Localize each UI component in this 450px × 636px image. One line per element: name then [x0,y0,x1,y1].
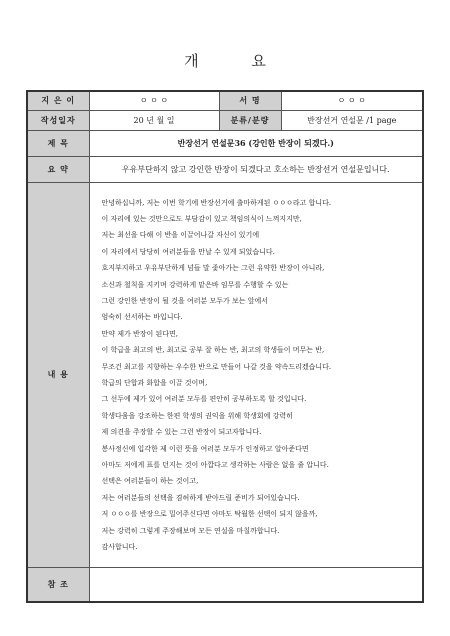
date-row [27,110,423,130]
content-line: 감사합니다. [101,543,138,552]
content-line: 무조건 최고를 지향하는 우수한 반으로 만들어 나갈 것을 약속드리겠습니다. [101,362,332,371]
sign-label: 서 명 [219,91,281,110]
author-row [27,91,423,110]
content-line: 안녕하십니까, 저는 이번 학기에 반장선거에 출마하게된 ㅇㅇㅇ라고 합니다. [101,198,332,207]
summary-row [27,156,423,182]
content-line: 아마도 저에게 표를 던지는 것이 아깝다고 생각하는 사람은 없을 줄 압니다. [101,461,329,469]
content-row [27,182,423,568]
subject-label: 제 목 [27,130,89,156]
content-line: 저 ㅇㅇㅇ를 반장으로 밀어주신다면 아마도 탁월한 선택이 되지 않을까, [101,510,318,519]
subject-value: 반장선거 연설문36 (강인한 반장이 되겠다.) [89,130,423,156]
author-label: 지 은 이 [27,91,89,110]
subject-row [27,130,423,156]
date-label: 작성일자 [27,110,89,130]
content-line: 선택은 여러분들이 하는 것이고, [101,477,199,486]
category-value: 반장선거 연설문 /1 page [281,110,423,130]
author-value: ㅇ ㅇ ㅇ [89,91,219,110]
content-line: 저는 강력히 그렇게 주장해보며 모든 연설을 마칠까합니다. [101,526,280,535]
content-line: 그 선두에 제가 있어 여러분 모두를 편안히 공부하도록 할 것입니다. [101,395,307,404]
content-line: 학생다움을 강조하는 한편 학생의 권익을 위해 학생회에 강력히 [101,411,293,420]
summary-value: 우유부단하지 않고 강인한 반장이 되겠다고 호소하는 반장선거 연설문입니다. [89,156,423,182]
reference-label: 참 조 [27,568,89,602]
content-body [89,182,423,568]
reference-row [27,568,423,602]
content-line: 저는 최선을 다해 이 반을 이끌어나갈 자신이 있기에 [101,231,260,240]
page-title: 개 요 [184,52,290,70]
content-lines [102,195,415,556]
content-line: 학급의 단합과 화합을 이끌 것이며, [101,378,208,387]
content-line: 이 자리에서 당당히 여러분들을 만날 수 있게 되었습니다. [101,247,275,256]
content-line: 봉사정신에 입각한 제 이런 뜻을 여러분 모두가 인정하고 알아준다면 [101,444,309,453]
content-line: 이 학급을 최고의 반, 최고로 공부 잘 하는 반, 최고의 학생들이 머무는 반, [101,346,325,355]
content-line: 엄숙히 선서하는 바입니다. [101,313,183,322]
content-line: 소신과 철칙을 지키며 강력하게 맡은바 임무를 수행할 수 있는 [101,280,289,289]
date-value: 20 년 월 일 [89,110,219,130]
content-line: 제 의견을 주장할 수 있는 그런 반장이 되고자합니다. [101,428,262,437]
content-label: 내 용 [27,182,89,568]
category-label: 분류/분량 [219,110,281,130]
content-line: 저는 여러분들의 선택을 겸허하게 받아드릴 준비가 되어있습니다. [101,493,300,502]
reference-value [89,568,423,602]
sign-value: ㅇ ㅇ ㅇ [281,91,423,110]
summary-form-table [26,90,424,603]
content-line: 그런 강인한 반장이 될 것을 여러분 모두가 보는 앞에서 [101,296,269,305]
summary-label: 요 약 [27,156,89,182]
content-line: 호지부지하고 우유부단하게 넘들 말 좇아가는 그런 유약한 반장이 아니라, [101,264,325,273]
content-line: 만약 제가 반장이 된다면, [101,329,179,338]
content-line: 이 자리에 있는 것만으로도 부담감이 있고 책임의식이 느껴지지만, [101,214,302,223]
